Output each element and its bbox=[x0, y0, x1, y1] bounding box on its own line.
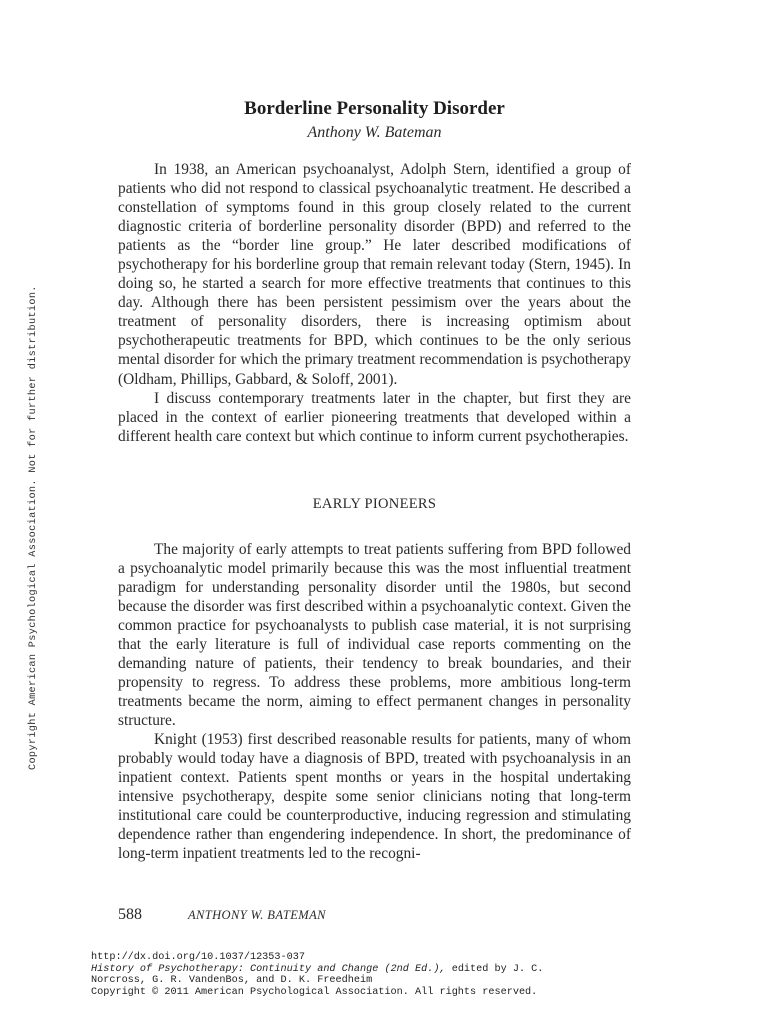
chapter-title: Borderline Personality Disorder bbox=[244, 98, 505, 119]
running-head: ANTHONY W. BATEMAN bbox=[188, 908, 326, 922]
book-citation-line bbox=[91, 964, 543, 976]
edited-by-text: edited by J. C. bbox=[445, 963, 544, 975]
book-title: History of Psychotherapy: Continuity and Change (2nd Ed.), bbox=[91, 963, 446, 975]
paragraph: Knight (1953) first described reasonable results for patients, many of whom probably would today have a diagnosis of BPD, treated with psychoanalysis in an inpatient context. Patients spent months or years in the hospital undertaking intensive psychotherapy, despite some senior clinicians noting that long-term institutional care could be counterproductive, inducing regression and stimulating dependence rather than engendering independence. In short, the predominance of long-term inpatient treatments led to the recogni- bbox=[118, 731, 631, 863]
chapter-author: Anthony W. Bateman bbox=[307, 124, 442, 141]
paragraph: In 1938, an American psychoanalyst, Adolph Stern, identified a group of patients who did not respond to classical psychoanalytic treatment. He described a constellation of symptoms found in this group closely related to the current diagnostic criteria of borderline personality disorder (BPD) and referred to the patients as the “border line group.” He later described modifications of psychotherapy for his borderline group that remain relevant today (Stern, 1945). In doing so, he started a search for more effective treatments that continues to this day. Although there has been persistent pessimism over the years about the treatment of personality disorders, there is increasing optimism about psychotherapeutic treatments for BPD, which continues to be the only serious mental disorder for which the primary treatment recommendation is psychotherapy (Oldham, Phillips, Gabbard, & Soloff, 2001). bbox=[118, 161, 631, 388]
doi-link[interactable]: http://dx.doi.org/10.1037/12353-037 bbox=[91, 952, 305, 963]
copyright-line: Copyright © 2011 American Psychological Association. All rights reserved. bbox=[91, 986, 538, 998]
editors-line: Norcross, G. R. VandenBos, and D. K. Freedheim bbox=[91, 975, 373, 986]
paragraph: I discuss contemporary treatments later in the chapter, but first they are placed in the context of earlier pioneering treatments that developed within a different health care context but which continue to inform current psychotherapies. bbox=[118, 389, 631, 445]
chapter-page bbox=[118, 96, 631, 864]
section-heading: EARLY PIONEERS bbox=[312, 495, 437, 512]
citation-footer bbox=[91, 952, 543, 998]
paragraph: The majority of early attempts to treat patients suffering from BPD followed a psychoanalytic model primarily because this was the most influential treatment paradigm for understanding personality disorder until the 1980s, but second because the disorder was first described within a psychoanalytic context. Given the common practice for psychoanalysts to publish case material, it is not surprising that the early literature is full of individual case reports commenting on the demanding nature of patients, their tendency to break boundaries, and their propensity to regress. To address these problems, more ambitious long-term treatments became the norm, aiming to effect permanent changes in personality structure. bbox=[118, 540, 631, 730]
page-number: 588 bbox=[118, 906, 142, 923]
page-folio bbox=[118, 906, 326, 924]
copyright-side-notice: Copyright American Psychological Association. Not for further distribution. bbox=[28, 285, 39, 770]
